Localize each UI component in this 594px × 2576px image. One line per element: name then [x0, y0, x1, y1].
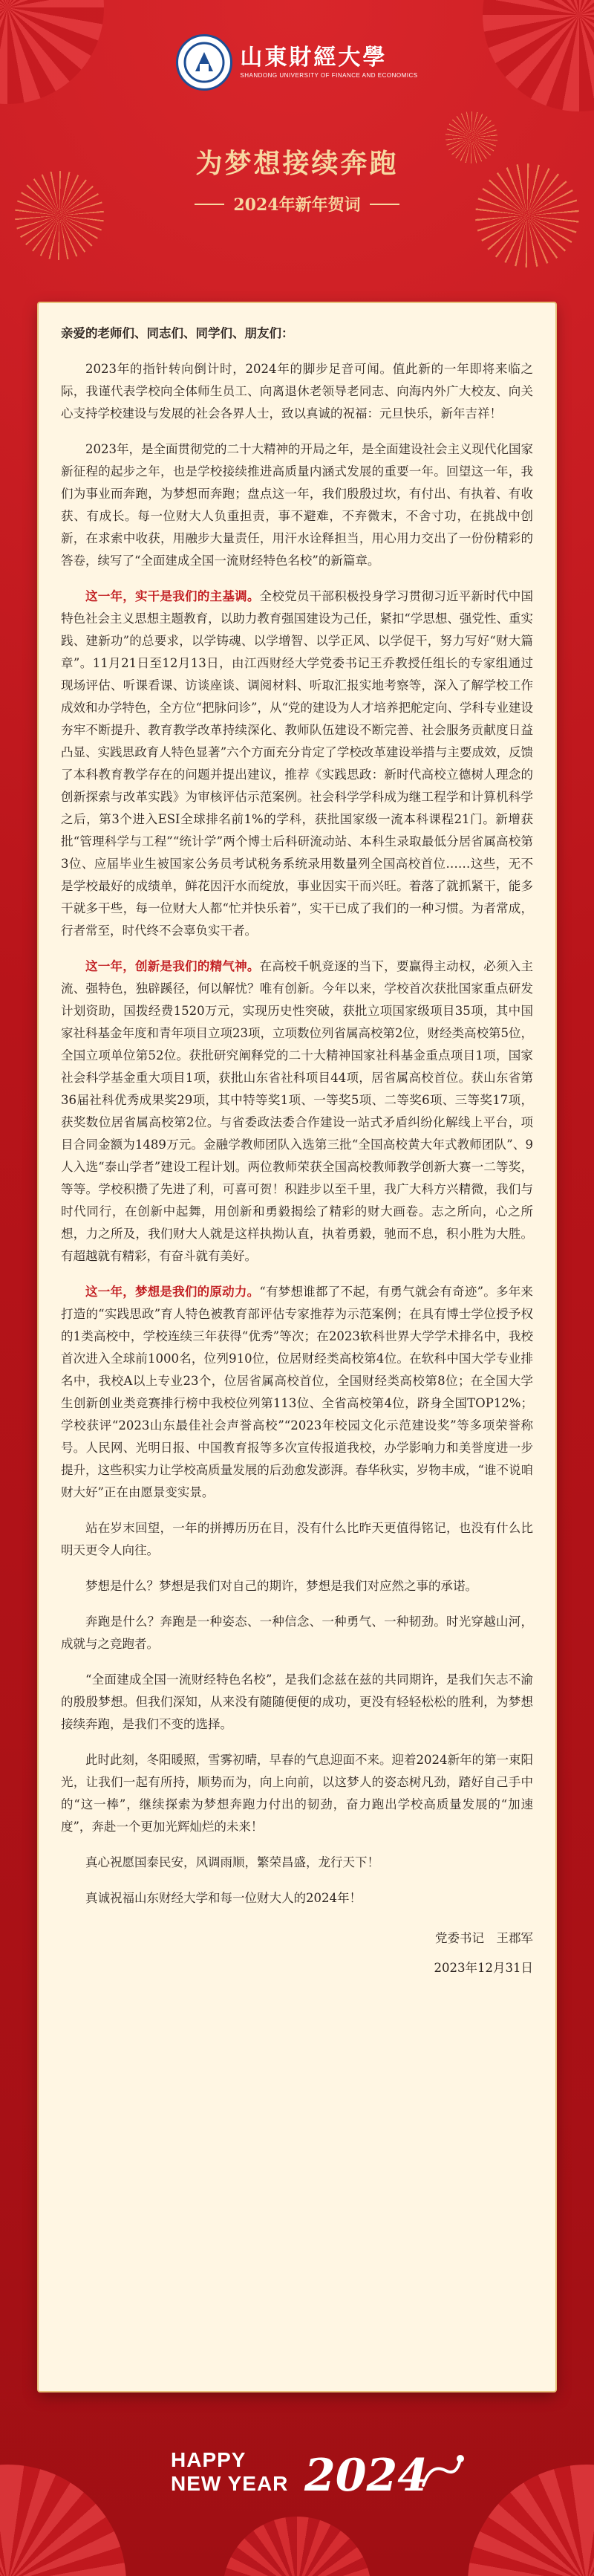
section-heading: 这一年，创新是我们的精气神。: [85, 959, 260, 973]
subtitle-text: 2024年新年贺词: [233, 195, 361, 215]
letter-paragraph: 2023年，是全面贯彻党的二十大精神的开局之年，是全面建设社会主义现代化国家新征程的起步之年，也是学校接续推进高质量内涵式发展的重要一年。回望这一年，我们为事业而奔跑，为梦想而奔跑；盘点这一年，我们殷殷过坎，有付出、有执着、有收获、有成长。每一位财大人负重担责，事不避难，不弃微末，不舍寸功，在挑战中创新，在求索中收获，用融步大量责任，用汗水诠释担当，用心用力交出了一份份精彩的答卷，续写了“全面建成全国一流财经特色名校”的新篇章。: [61, 442, 533, 568]
letter-greeting: 亲爱的老师们、同志们、同学们、朋友们：: [61, 326, 294, 340]
section-body: 全校党员干部积极投身学习贯彻习近平新时代中国特色社会主义思想主题教育，以助力教育强国建设为己任，紧扣“学思想、强党性、重实践、建新功”的总要求，以学铸魂、以学增智、以学正风、以学促干，努力写好“财大篇章”。11月21日至12月13日，由江西财经大学党委书记王乔教授任组长的专家组通过现场评估、听课看课、访谈座谈、调阅材料、听取汇报实地考察等，深入了解学校工作成效和办学特色，全方位“把脉问诊”，从“党的建设为人才培养把舵定向、学科专业建设夯牢不断提升、教育教学改革持续深化、教师队伍建设不断完善、社会服务贡献度日益凸显、实践思政育人特色显著”六个方面充分肯定了学校改革建设举措与主要成效，反馈了本科教育教学存在的问题并提出建议，推荐《实践思政：新时代高校立德树人理念的创新探索与改革实践》为审核评估示范案例。社会科学学科成为继工程学和计算机科学之后，第3个进入ESI全球排名前1%的学科，获批国家级一流本科课程21门。新增获批“管理科学与工程”“统计学”两个博士后科研流动站、本科生录取最低分居省属高校第3位、应届毕业生被国家公务员考试税务系统录用数量列全国高校首位……这些，无不是学校最好的成绩单，鲜花因汗水而绽放，事业因实干而兴旺。着落了就抓紧干，能多干就多干些，每一位财大人都“忙并快乐着”，实干已成了我们的一种习惯。为者常成，行者常至，时代终不会辜负实干者。: [61, 589, 534, 938]
divider: [370, 204, 399, 205]
university-emblem-icon: [176, 34, 232, 91]
letter-paper: [39, 303, 555, 2391]
new-year-text: NEW YEAR: [171, 2472, 289, 2495]
header: [0, 34, 594, 215]
section-heading: 这一年，实干是我们的主基调。: [85, 589, 260, 603]
university-name-cn: 山東財經大學: [240, 45, 388, 71]
page-subtitle: [0, 192, 594, 215]
letter-paragraph: “全面建成全国一流财经特色名校”，是我们念兹在兹的共同期许，是我们矢志不渝的殷殷梦想。但我们深知，从来没有随随便便的成功，更没有轻轻松松的胜利，为梦想接续奔跑，是我们不变的选择。: [61, 1673, 533, 1731]
new-year-banner: [171, 2448, 468, 2515]
letter-paragraph: 梦想是什么？梦想是我们对自己的期许，梦想是我们对应然之事的承诺。: [85, 1579, 477, 1593]
section-body: “有梦想谁都了不起，有勇气就会有奇迹”。多年来打造的“实践思政”育人特色被教育部评估专家推荐为示范案例；在具有博士学位授予权的1类高校中，学校连续三年获得“优秀”等次；在2023软科世界大学学术排名中，我校首次进入全球前1000名，位列910位，位居财经类高校第4位。在软科中国大学专业排名中，我校A以上专业23个，位居省属高校首位，全国财经类高校第8位；在全国大学生创新创业类竞赛排行榜中我校位列第113位、全省高校第4位，跻身全国TOP12%；学校获评“2023山东最佳社会声誉高校”“2023年校园文化示范建设奖”等多项荣誉称号。人民网、光明日报、中国教育报等多次宣传报道我校，办学影响力和美誉度进一步提升，这些积实力让学校高质量发展的后劲愈发澎湃。春华秋实，岁物丰成，“谁不说咱财大好”正在由愿景变实景。: [61, 1285, 534, 1499]
section-heading: 这一年，梦想是我们的原动力。: [85, 1285, 260, 1299]
university-logo: [0, 34, 594, 91]
year-number: 2024: [304, 2450, 428, 2502]
letter-paragraph: 此时此刻，冬阳暖照，雪雾初晴，早春的气息迎面不来。迎着2024新年的第一束阳光，让我们一起有所持，顺势而为，向上向前，以这梦人的姿态树凡劲，踏好自己手中的“这一棒”，继续探索为梦想奔跑力付出的韧劲，奋力跑出学校高质量发展的“加速度”，奔赴一个更加光辉灿烂的未来！: [61, 1753, 533, 1834]
letter-date: 2023年12月31日: [434, 1961, 533, 1975]
letter-body: [39, 303, 555, 1979]
signature-block: [61, 1927, 533, 1979]
letter-paragraph: 真心祝愿国泰民安，风调雨顺，繁荣昌盛，龙行天下！: [85, 1855, 379, 1869]
letter-paragraph: 站在岁末回望，一年的拼搏历历在目，没有什么比昨天更值得铭记，也没有什么比明天更令人向往。: [61, 1521, 533, 1557]
page-title: 为梦想接续奔跑: [195, 148, 399, 179]
letter-paragraph: [61, 1281, 533, 1504]
dragon-icon: [416, 2448, 468, 2500]
signature: 党委书记 王郡军: [435, 1931, 533, 1945]
divider: [195, 204, 224, 205]
decor-fan-bottom-center: [223, 2517, 371, 2576]
decor-fan-bottom-left: [0, 2465, 126, 2576]
letter-paragraph: [61, 956, 533, 1268]
letter-paragraph: 奔跑是什么？奔跑是一种姿态、一种信念、一种勇气、一种韧劲。时光穿越山河，成就与之竞跑者。: [61, 1615, 533, 1651]
letter-paragraph: 真诚祝福山东财经大学和每一位财大人的2024年！: [85, 1891, 362, 1905]
letter-paragraph: [61, 585, 533, 942]
happy-text: HAPPY: [171, 2448, 247, 2471]
university-name-en: SHANDONG UNIVERSITY OF FINANCE AND ECONOMICS: [240, 72, 418, 79]
letter-paragraph: 2023年的指针转向倒计时，2024年的脚步足音可闻。值此新的一年即将来临之际，我谨代表学校向全体师生员工、向离退休老领导老同志、向海内外广大校友、向关心支持学校建设与发展的社会各界人士，致以真诚的祝福：元旦快乐，新年吉祥！: [61, 362, 533, 421]
decor-fan-bottom-right: [468, 2465, 594, 2576]
section-body: 在高校千帆竞逐的当下，要赢得主动权，必须入主流、强特色，独辟蹊径，何以解忧？唯有创新。今年以来，学校首次获批国家重点研发计划资助，国拨经费1520万元，实现历史性突破，获批立项国家级项目35项，其中国家社科基金年度和青年项目立项23项，立项数位列省属高校第2位，财经类高校第5位，全国立项单位第52位。获批研究阐释党的二十大精神国家社科基金重点项目1项，国家社会科学基金重大项目1项，获批山东省社科项目44项，居省属高校首位。获山东省第36届社科优秀成果奖29项，其中特等奖1项、一等奖5项、二等奖6项、三等奖17项，获奖数位居省属高校第2位。与省委政法委合作建设一站式矛盾纠纷化解线上平台，项目合同金额为1489万元。金融学教师团队入选第三批“全国高校黄大年式教师团队”、9人入选“泰山学者”建设工程计划。两位教师荣获全国高校教师教学创新大赛一二等奖，等等。学校积攒了先进了利，可喜可贺！积跬步以至千里，我广大科方兴精微，我们与时代同行，在创新中起舞，用创新和勇毅揭绘了精彩的财大画卷。志之所向，心之所想，力之所及，我们财大人就是这样执拗认直，执着勇毅，驰而不息，积小胜为大胜。有超越就有精彩，有奋斗就有美好。: [61, 959, 534, 1263]
